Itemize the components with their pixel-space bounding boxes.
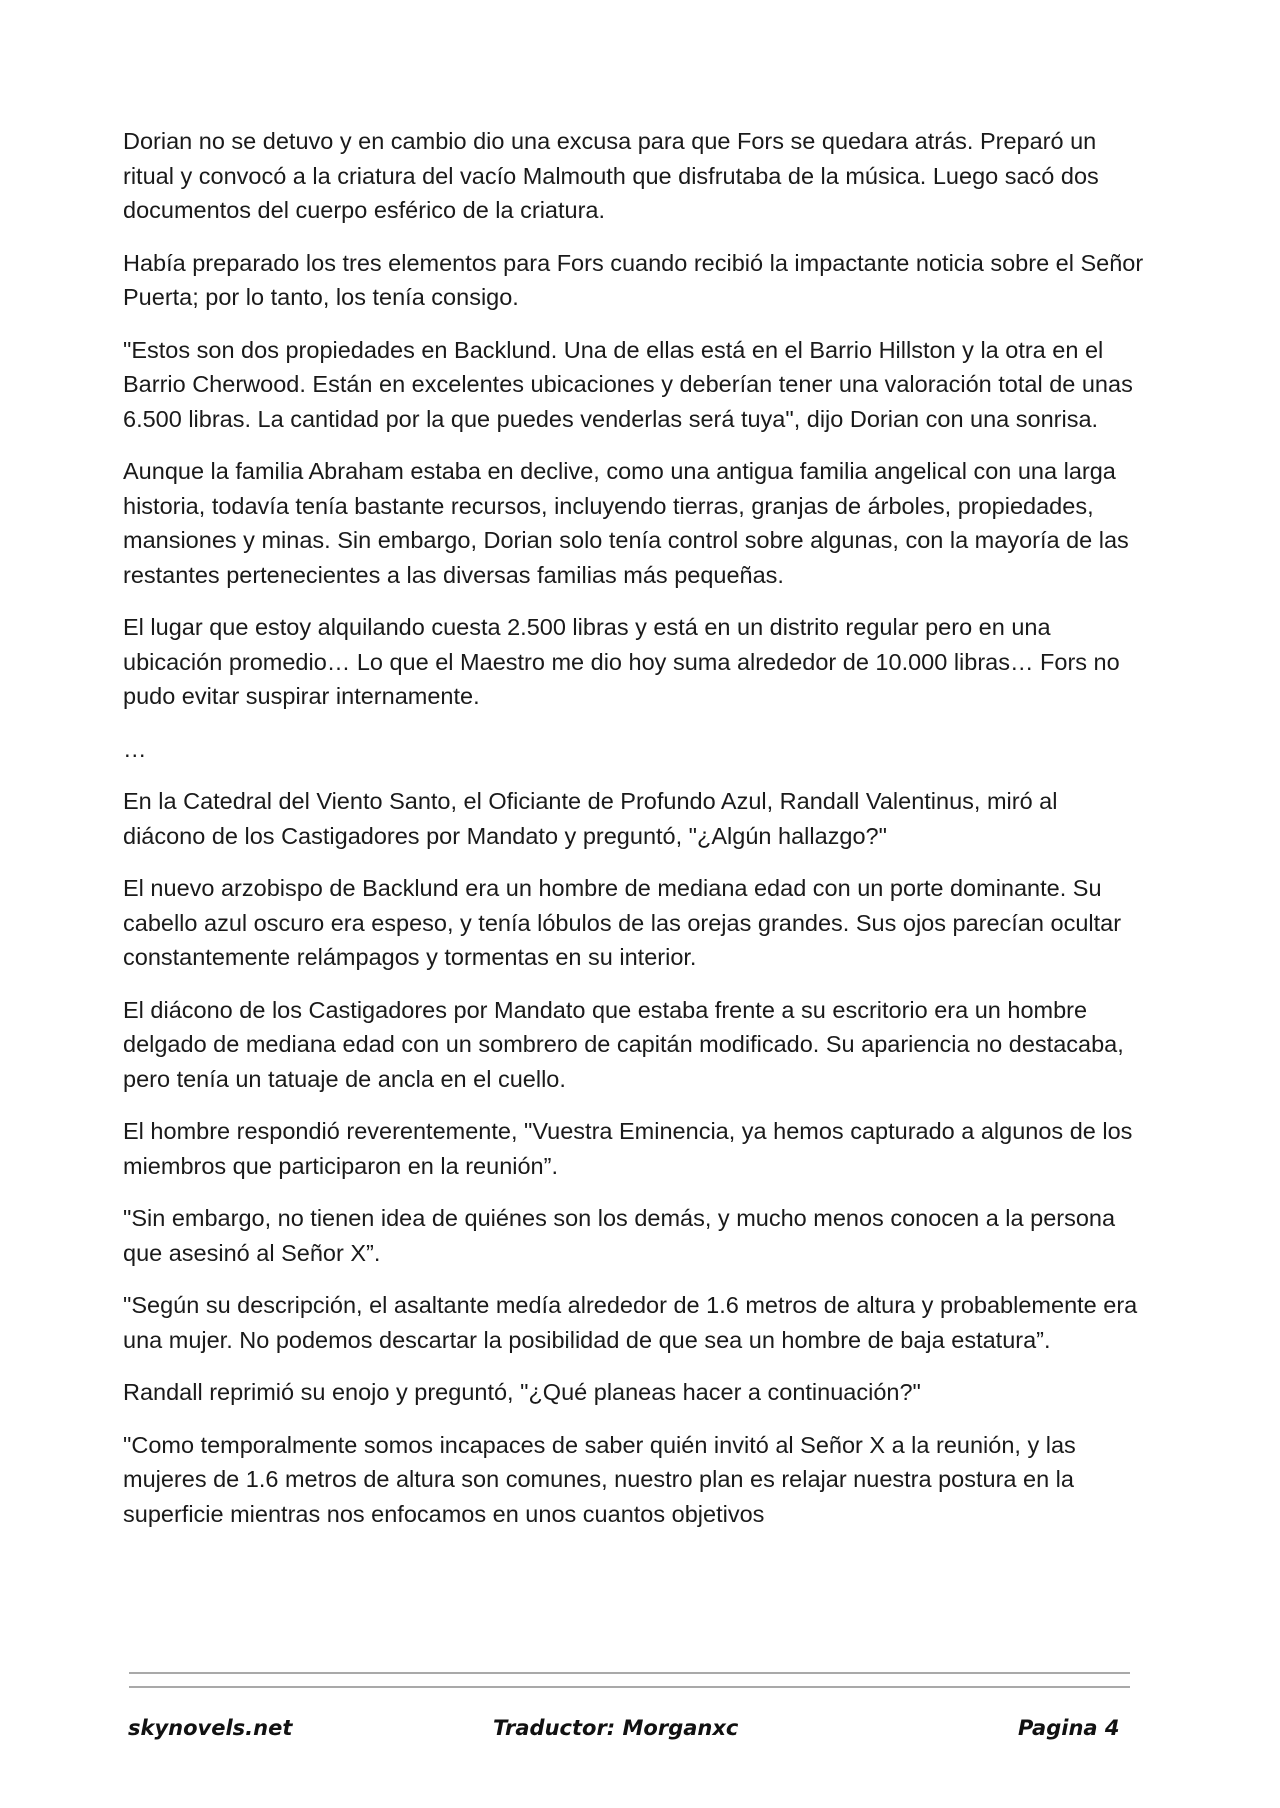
- document-body: [123, 124, 1145, 1549]
- paragraph: Había preparado los tres elementos para Fors cuando recibió la impactante noticia sobre el Señor Puerta; por lo tanto, los tenía consigo.: [123, 249, 1144, 310]
- paragraph: El nuevo arzobispo de Backlund era un hombre de mediana edad con un porte dominante. Su cabello azul oscuro era espeso, y tenía lóbulos de las orejas grandes. Sus ojos parecían ocultar constantemente relámpagos y tormentas en su interior.: [123, 875, 1122, 970]
- paragraph: Aunque la familia Abraham estaba en declive, como una antigua familia angelical con una larga historia, todavía tenía bastante recursos, incluyendo tierras, granjas de árboles, propiedades, mansiones y minas. Sin embargo, Dorian solo tenía control sobre algunas, con la mayoría de las restantes pertenecientes a las diversas familias más pequeñas.: [123, 458, 1129, 588]
- footer-divider: [129, 1672, 1130, 1688]
- paragraph: Dorian no se detuvo y en cambio dio una excusa para que Fors se quedara atrás. Preparó un ritual y convocó a la criatura del vacío Malmouth que disfrutaba de la música. Luego sacó dos documentos del cuerpo esférico de la criatura.: [123, 128, 1099, 223]
- divider-line-bottom: [129, 1686, 1130, 1688]
- paragraph: El hombre respondió reverentemente, "Vuestra Eminencia, ya hemos capturado a algunos de los miembros que participaron en la reunión”.: [123, 1118, 1133, 1179]
- divider-line-top: [129, 1672, 1130, 1674]
- paragraph: "Según su descripción, el asaltante medía alrededor de 1.6 metros de altura y probablemente era una mujer. No podemos descartar la posibilidad de que sea un hombre de baja estatura”.: [123, 1292, 1138, 1353]
- footer-site: skynovels.net: [128, 1716, 293, 1740]
- footer-translator: Traductor: Morganxc: [493, 1716, 739, 1740]
- paragraph: El lugar que estoy alquilando cuesta 2.500 libras y está en un distrito regular pero en una ubicación promedio… Lo que el Maestro me dio hoy suma alrededor de 10.000 libras… Fors no pudo evitar suspirar internamente.: [123, 614, 1120, 709]
- paragraph: "Sin embargo, no tienen idea de quiénes son los demás, y mucho menos conocen a la persona que asesinó al Señor X”.: [123, 1205, 1116, 1266]
- paragraph: "Estos son dos propiedades en Backlund. Una de ellas está en el Barrio Hillston y la otra en el Barrio Cherwood. Están en excelentes ubicaciones y deberían tener una valoración total de unas 6.500 libras. La cantidad por la que puedes venderlas será tuya", dijo Dorian con una sonrisa.: [123, 336, 1133, 432]
- paragraph: El diácono de los Castigadores por Mandato que estaba frente a su escritorio era un hombre delgado de mediana edad con un sombrero de capitán modificado. Su apariencia no destacaba, pero tenía un tatuaje de ancla en el cuello.: [123, 996, 1124, 1092]
- paragraph: "Como temporalmente somos incapaces de saber quién invitó al Señor X a la reunión, y las mujeres de 1.6 metros de altura son comunes, nuestro plan es relajar nuestra postura en la superficie mientras nos enfocamos en unos cuantos objetivos: [123, 1431, 1076, 1527]
- footer-page-number: Pagina 4: [1018, 1716, 1120, 1740]
- paragraph: Randall reprimió su enojo y preguntó, "¿Qué planeas hacer a continuación?": [123, 1379, 921, 1405]
- scene-break: …: [123, 735, 147, 762]
- paragraph: En la Catedral del Viento Santo, el Oficiante de Profundo Azul, Randall Valentinus, miró al diácono de los Castigadores por Mandato y preguntó, "¿Algún hallazgo?": [123, 788, 1058, 849]
